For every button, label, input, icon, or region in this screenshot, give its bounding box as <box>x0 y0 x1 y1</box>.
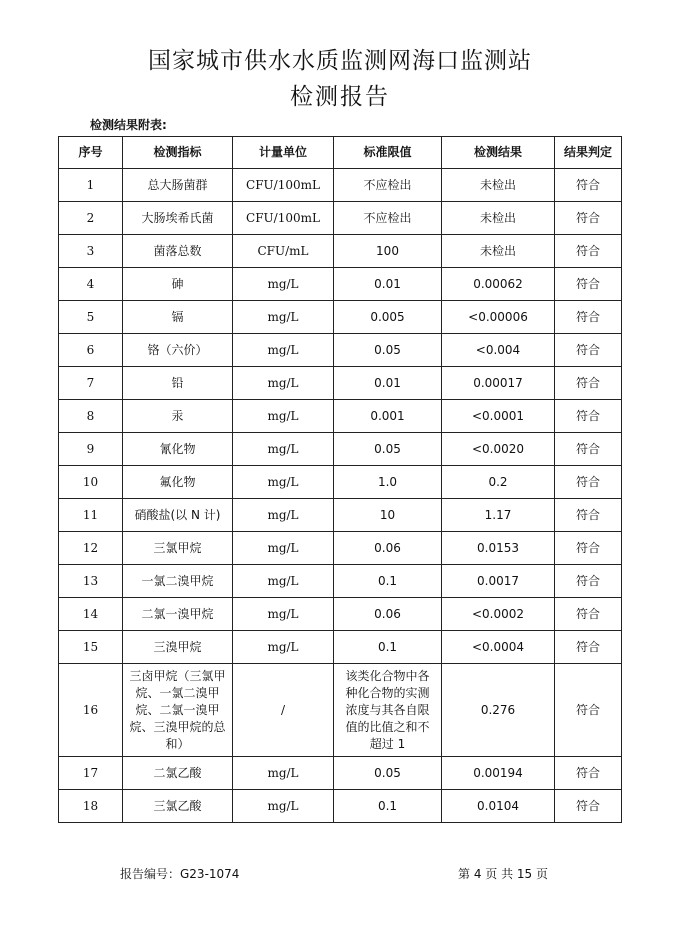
cell-no: 5 <box>59 301 123 334</box>
cell-limit: 0.05 <box>334 334 442 367</box>
cell-no: 1 <box>59 169 123 202</box>
cell-verdict: 符合 <box>555 433 622 466</box>
cell-verdict: 符合 <box>555 301 622 334</box>
cell-unit: mg/L <box>233 334 334 367</box>
cell-unit: mg/L <box>233 301 334 334</box>
cell-result: 未检出 <box>442 235 555 268</box>
cell-no: 4 <box>59 268 123 301</box>
cell-item: 铅 <box>123 367 233 400</box>
table-row <box>59 532 622 565</box>
cell-item: 三氯乙酸 <box>123 790 233 823</box>
cell-result: <0.0020 <box>442 433 555 466</box>
cell-verdict: 符合 <box>555 367 622 400</box>
cell-result: 0.00194 <box>442 757 555 790</box>
cell-limit: 0.001 <box>334 400 442 433</box>
cell-item: 三溴甲烷 <box>123 631 233 664</box>
cell-verdict: 符合 <box>555 202 622 235</box>
cell-result: 0.0104 <box>442 790 555 823</box>
cell-item: 二氯一溴甲烷 <box>123 598 233 631</box>
table-row <box>59 466 622 499</box>
table-row <box>59 301 622 334</box>
cell-limit: 100 <box>334 235 442 268</box>
cell-verdict: 符合 <box>555 664 622 757</box>
cell-verdict: 符合 <box>555 631 622 664</box>
cell-verdict: 符合 <box>555 400 622 433</box>
cell-result: 0.2 <box>442 466 555 499</box>
cell-unit: CFU/100mL <box>233 202 334 235</box>
cell-item: 三卤甲烷（三氯甲烷、一氯二溴甲烷、二氯一溴甲烷、三溴甲烷的总和） <box>123 664 233 757</box>
table-row <box>59 664 622 757</box>
cell-item: 氰化物 <box>123 433 233 466</box>
cell-result: <0.0004 <box>442 631 555 664</box>
column-header-result: 检测结果 <box>442 137 555 169</box>
table-row <box>59 433 622 466</box>
table-row <box>59 400 622 433</box>
cell-no: 12 <box>59 532 123 565</box>
cell-item: 硝酸盐(以 N 计) <box>123 499 233 532</box>
cell-limit: 0.05 <box>334 433 442 466</box>
cell-unit: mg/L <box>233 757 334 790</box>
report-title: 检测报告 <box>290 84 390 110</box>
cell-verdict: 符合 <box>555 565 622 598</box>
cell-unit: mg/L <box>233 433 334 466</box>
cell-verdict: 符合 <box>555 532 622 565</box>
results-table <box>58 136 622 823</box>
cell-result: 0.0153 <box>442 532 555 565</box>
cell-result: 未检出 <box>442 169 555 202</box>
column-header-unit: 计量单位 <box>233 137 334 169</box>
cell-no: 14 <box>59 598 123 631</box>
table-row <box>59 367 622 400</box>
cell-result: 未检出 <box>442 202 555 235</box>
cell-unit: mg/L <box>233 400 334 433</box>
cell-unit: / <box>233 664 334 757</box>
organization-title: 国家城市供水水质监测网海口监测站 <box>148 48 532 74</box>
cell-limit: 10 <box>334 499 442 532</box>
page-number: 第 4 页 共 15 页 <box>458 867 548 881</box>
cell-unit: mg/L <box>233 268 334 301</box>
cell-verdict: 符合 <box>555 235 622 268</box>
cell-no: 9 <box>59 433 123 466</box>
cell-limit: 0.01 <box>334 268 442 301</box>
cell-item: 三氯甲烷 <box>123 532 233 565</box>
cell-verdict: 符合 <box>555 466 622 499</box>
table-header-row <box>59 137 622 169</box>
column-header-limit: 标准限值 <box>334 137 442 169</box>
cell-no: 13 <box>59 565 123 598</box>
cell-limit: 0.005 <box>334 301 442 334</box>
cell-item: 铬（六价） <box>123 334 233 367</box>
cell-no: 15 <box>59 631 123 664</box>
table-row <box>59 790 622 823</box>
cell-verdict: 符合 <box>555 334 622 367</box>
cell-verdict: 符合 <box>555 757 622 790</box>
cell-result: <0.0001 <box>442 400 555 433</box>
cell-unit: mg/L <box>233 790 334 823</box>
cell-unit: mg/L <box>233 466 334 499</box>
cell-unit: CFU/mL <box>233 235 334 268</box>
cell-unit: mg/L <box>233 598 334 631</box>
cell-item: 总大肠菌群 <box>123 169 233 202</box>
table-row <box>59 499 622 532</box>
cell-no: 16 <box>59 664 123 757</box>
cell-unit: mg/L <box>233 565 334 598</box>
table-row <box>59 757 622 790</box>
cell-limit: 该类化合物中各种化合物的实测浓度与其各自限值的比值之和不超过 1 <box>334 664 442 757</box>
cell-result: 0.276 <box>442 664 555 757</box>
cell-no: 11 <box>59 499 123 532</box>
cell-no: 10 <box>59 466 123 499</box>
cell-no: 6 <box>59 334 123 367</box>
cell-limit: 0.06 <box>334 598 442 631</box>
cell-verdict: 符合 <box>555 499 622 532</box>
column-header-no: 序号 <box>59 137 123 169</box>
cell-no: 18 <box>59 790 123 823</box>
cell-no: 17 <box>59 757 123 790</box>
cell-limit: 0.1 <box>334 565 442 598</box>
table-caption: 检测结果附表: <box>90 118 167 132</box>
cell-result: 0.00062 <box>442 268 555 301</box>
cell-limit: 0.1 <box>334 790 442 823</box>
table-row <box>59 334 622 367</box>
cell-verdict: 符合 <box>555 169 622 202</box>
cell-result: 0.00017 <box>442 367 555 400</box>
cell-no: 7 <box>59 367 123 400</box>
cell-result: 0.0017 <box>442 565 555 598</box>
cell-item: 大肠埃希氏菌 <box>123 202 233 235</box>
cell-unit: mg/L <box>233 367 334 400</box>
cell-unit: CFU/100mL <box>233 169 334 202</box>
cell-unit: mg/L <box>233 499 334 532</box>
cell-verdict: 符合 <box>555 268 622 301</box>
cell-item: 汞 <box>123 400 233 433</box>
cell-limit: 0.01 <box>334 367 442 400</box>
cell-limit: 不应检出 <box>334 169 442 202</box>
cell-item: 一氯二溴甲烷 <box>123 565 233 598</box>
cell-no: 8 <box>59 400 123 433</box>
cell-result: <0.0002 <box>442 598 555 631</box>
table-body <box>59 169 622 823</box>
column-header-item: 检测指标 <box>123 137 233 169</box>
table-row <box>59 598 622 631</box>
cell-item: 砷 <box>123 268 233 301</box>
cell-item: 氟化物 <box>123 466 233 499</box>
cell-unit: mg/L <box>233 532 334 565</box>
cell-unit: mg/L <box>233 631 334 664</box>
table-row <box>59 268 622 301</box>
cell-result: <0.00006 <box>442 301 555 334</box>
cell-limit: 0.05 <box>334 757 442 790</box>
cell-no: 3 <box>59 235 123 268</box>
table-row <box>59 235 622 268</box>
cell-limit: 不应检出 <box>334 202 442 235</box>
column-header-verdict: 结果判定 <box>555 137 622 169</box>
table-row <box>59 202 622 235</box>
cell-item: 菌落总数 <box>123 235 233 268</box>
cell-result: 1.17 <box>442 499 555 532</box>
table-row <box>59 565 622 598</box>
cell-item: 二氯乙酸 <box>123 757 233 790</box>
cell-limit: 0.1 <box>334 631 442 664</box>
cell-verdict: 符合 <box>555 598 622 631</box>
cell-no: 2 <box>59 202 123 235</box>
table-row <box>59 631 622 664</box>
cell-limit: 1.0 <box>334 466 442 499</box>
table-row <box>59 169 622 202</box>
cell-limit: 0.06 <box>334 532 442 565</box>
cell-result: <0.004 <box>442 334 555 367</box>
cell-verdict: 符合 <box>555 790 622 823</box>
cell-item: 镉 <box>123 301 233 334</box>
report-number: 报告编号：G23-1074 <box>120 867 240 881</box>
